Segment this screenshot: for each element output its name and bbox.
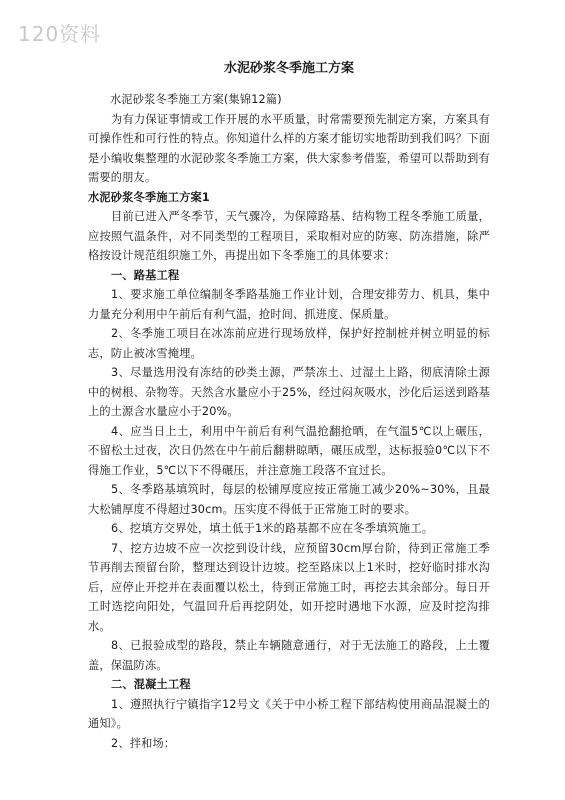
list-item: 7、挖方边坡不应一次挖到设计线，应预留30cm厚台阶，待到正常施工季节再削去预留台阶，整理达到设计边坡。挖至路床以上1米时，挖好临时排水沟后，应停止开挖并在表面覆以松土，待到正常施工时，再挖去其余部分。每日开工时选挖向阳处，气温回升后再挖阴处，如开挖时遇地下水源，应及时挖沟排水。 [88, 541, 490, 633]
section-heading-concrete: 二、混凝土工程 [111, 678, 191, 691]
document-page [88, 60, 490, 753]
section-heading-roadbed: 一、路基工程 [111, 268, 180, 282]
list-item: 1、要求施工单位编制冬季路基施工作业计划，合理安排劳力、机具，集中力量充分利用中午前后有利气温，抢时间、抓进度、保质量。 [88, 288, 490, 321]
list-item: 3、尽量选用没有冻结的砂类土源，严禁冻土、过湿土上路，彻底清除土源中的树根、杂物等。天然含水量应小于25%，经过闷灰吸水，沙化后运送到路基上的土源含水量应小于20%。 [88, 366, 490, 418]
list-item: 5、冬季路基填筑时，每层的松铺厚度应按正常施工减少20%~30%，且最大松铺厚度不得超过30cm。压实度不得低于正常施工时的要求。 [88, 483, 490, 516]
list-item: 2、冬季施工项目在冰冻前应进行现场放样，保护好控制桩并树立明显的标志，防止被冰雪掩埋。 [88, 327, 490, 360]
document-title: 水泥砂浆冬季施工方案 [223, 61, 354, 76]
list-item: 1、遵照执行宁镇指字12号文《关于中小桥工程下部结构使用商品混凝土的通知》。 [88, 697, 490, 730]
list-item: 4、应当日上土，利用中午前后有利气温抢翻抢晒，在气温5℃以上碾压，不留松土过夜，次日仍然在中午前后翻耕晾晒，碾压成型，达标报验0℃以下不得施工作业，5℃以下不得碾压，并注意施工段落不宜过长。 [88, 424, 490, 477]
plan-heading: 水泥砂浆冬季施工方案1 [88, 190, 210, 204]
list-item: 2、拌和场： [111, 736, 176, 750]
watermark: 120资料 [18, 22, 102, 46]
plan-intro-paragraph: 目前已进入严冬季节，天气骤冷，为保障路基、结构物工程冬季施工质量，应按照气温条件，对不同类型的工程项目，采取相对应的防寒、防冻措施，除严格按设计规范组织施工外，再提出如下冬季施工的具体要求： [88, 210, 490, 262]
list-item: 8、已报验成型的路段，禁止车辆随意通行，对于无法施工的路段，上土覆盖，保温防冻。 [88, 639, 490, 672]
list-item: 6、挖填方交界处，填土低于1米的路基都不应在冬季填筑施工。 [111, 522, 434, 535]
collection-subtitle: 水泥砂浆冬季施工方案(集锦12篇) [110, 93, 282, 106]
intro-paragraph: 为有力保证事情或工作开展的水平质量，时常需要预先制定方案，方案具有可操作性和可行性的特点。你知道什么样的方案才能切实地帮助到我们吗？下面是小编收集整理的水泥砂浆冬季施工方案，供大家参考借鉴，希望可以帮助到有需要的朋友。 [88, 112, 490, 184]
